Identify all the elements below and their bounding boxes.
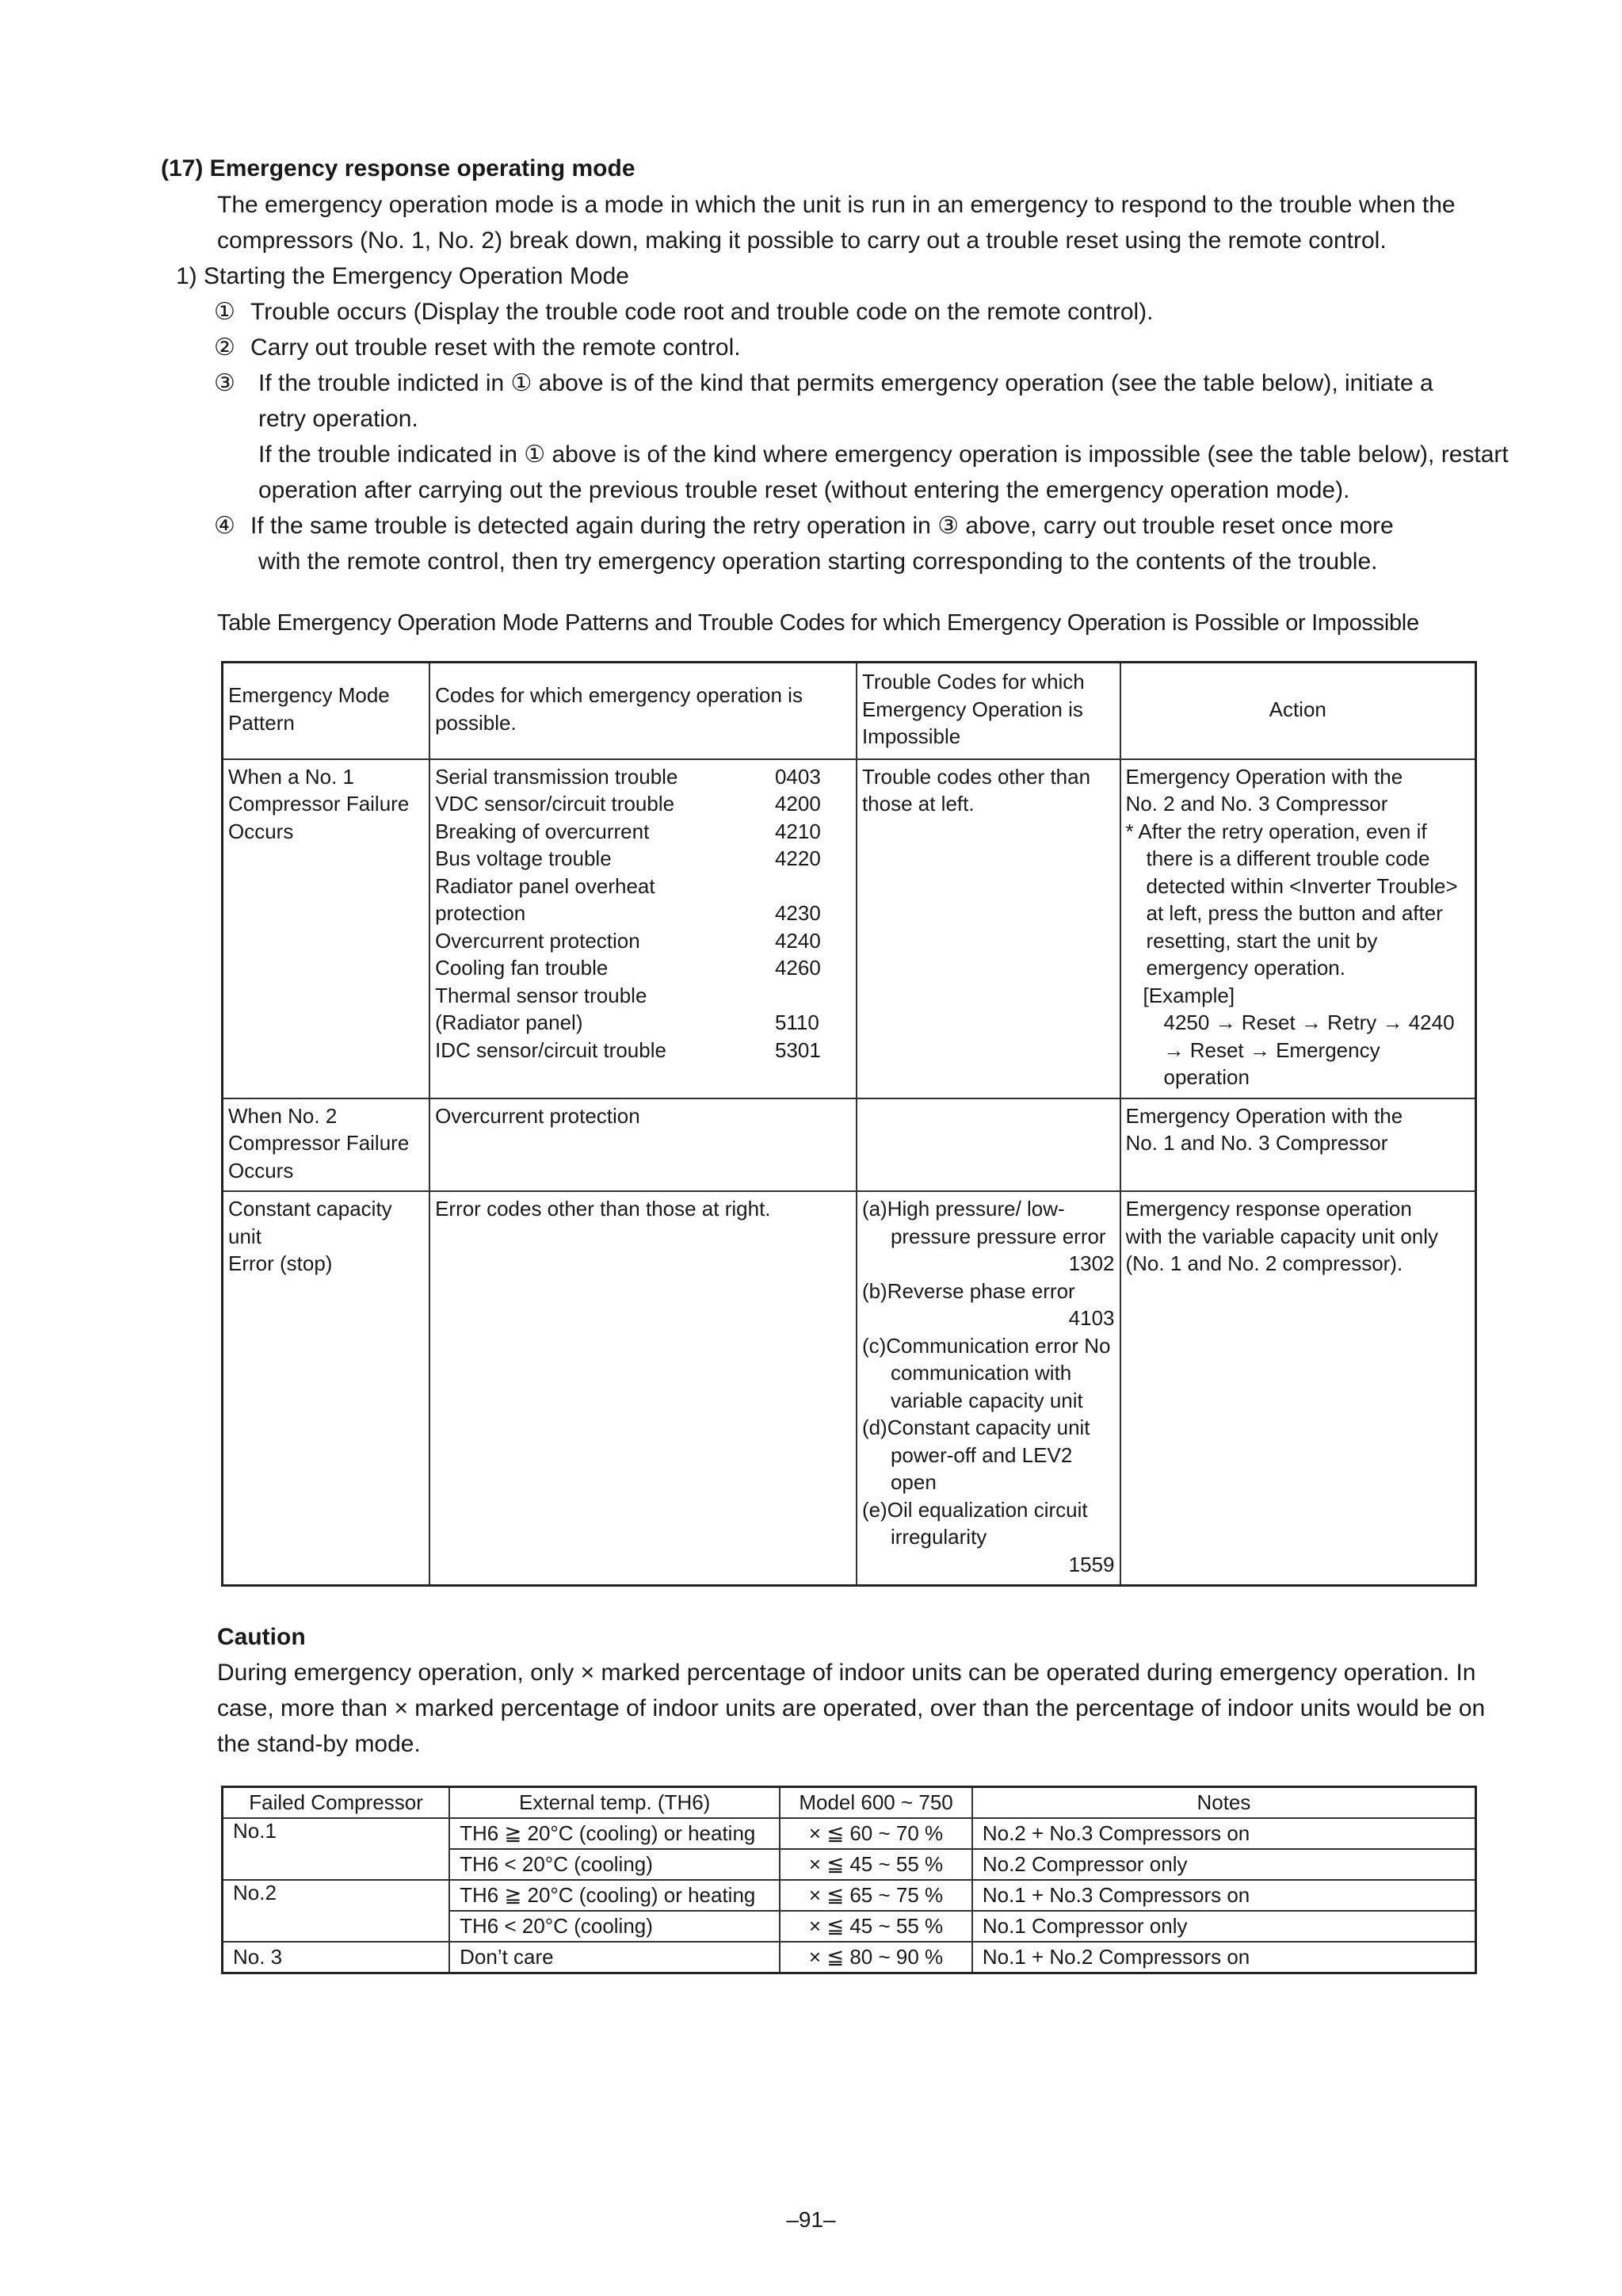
row1-pattern-line: When a No. 1 xyxy=(228,764,354,789)
code-value: 4210 xyxy=(774,819,821,843)
impossible-item: (a)High pressure/ low-pressure pressure error xyxy=(861,1197,1106,1248)
model-percentage: × ≦ 60 ~ 70 % xyxy=(780,1818,972,1849)
table-title: Table Emergency Operation Mode Patterns and Trouble Codes for which Emergency Operation is Possible or Impossible xyxy=(217,610,1419,636)
model-percentage: × ≦ 65 ~ 75 % xyxy=(780,1880,972,1911)
external-temp: TH6 < 20°C (cooling) xyxy=(449,1849,780,1880)
row2-action-line: No. 1 and No. 3 Compressor xyxy=(1125,1131,1388,1155)
table-row xyxy=(223,1818,1476,1849)
step-3-alternate: If the trouble indicated in ① above is of the kind where emergency operation is impossible (see the table below), restart operation after carrying out the previous trouble reset (without entering the emergency operation mode). xyxy=(258,441,1509,503)
header-action: Action xyxy=(1120,663,1476,759)
notes: No.2 + No.3 Compressors on xyxy=(972,1818,1476,1849)
row1-pattern-line: Compressor Failure xyxy=(228,792,410,816)
row1-pattern xyxy=(223,759,430,1098)
step-4 xyxy=(214,508,1513,579)
row2-action xyxy=(1120,1098,1476,1192)
intro-paragraph: The emergency operation mode is a mode in which the unit is run in an emergency to respond to the trouble when the compressors (No. 1, No. 2) break down, making it possible to carry out a trouble reset using the remote control. xyxy=(217,192,1456,254)
compressor-table-header xyxy=(223,1787,1476,1819)
step-1-number: ① xyxy=(214,299,235,325)
row3-pattern-line: Constant capacity xyxy=(228,1197,392,1221)
row1-pattern-line: Occurs xyxy=(228,819,294,843)
step-2-number: ② xyxy=(214,334,235,361)
code-name: Cooling fan trouble xyxy=(435,956,609,980)
notes: No.1 + No.2 Compressors on xyxy=(972,1942,1476,1973)
code-value: 4260 xyxy=(774,956,821,980)
code-name: VDC sensor/circuit trouble xyxy=(435,792,675,816)
code-value: 5301 xyxy=(774,1037,821,1062)
row3-impossible xyxy=(857,1191,1120,1586)
row1-codes xyxy=(429,759,857,1098)
code-name: (Radiator panel) xyxy=(435,1010,583,1034)
row1-action-note: * After the retry operation, even if there is a different trouble code detected within <Inverter Trouble> at left, press the button and after resetting, start the unit by emergency operation. xyxy=(1125,819,1458,980)
code-value: 5110 xyxy=(774,1010,819,1034)
external-temp: TH6 ≧ 20°C (cooling) or heating xyxy=(449,1880,780,1911)
step-2 xyxy=(214,330,1513,365)
code-name: Radiator panel overheat xyxy=(435,873,655,898)
emergency-mode-table xyxy=(221,661,1477,1587)
table-row xyxy=(223,1880,1476,1911)
header-notes: Notes xyxy=(972,1787,1476,1819)
model-percentage: × ≦ 45 ~ 55 % xyxy=(780,1849,972,1880)
row3-action-line: Emergency response operation xyxy=(1125,1197,1412,1221)
impossible-item: (b)Reverse phase error xyxy=(861,1278,1075,1303)
step-3-continuation: retry operation. xyxy=(258,406,418,432)
row1-impossible-line: those at left. xyxy=(861,792,975,816)
section-heading: (17) Emergency response operating mode xyxy=(161,155,635,181)
step-1 xyxy=(214,294,1513,330)
table-row xyxy=(223,759,1476,1098)
row2-impossible xyxy=(857,1098,1120,1192)
row3-pattern xyxy=(223,1191,430,1586)
page-number: –91– xyxy=(786,2207,836,2232)
row2-codes: Overcurrent protection xyxy=(429,1098,857,1192)
code-name: Overcurrent protection xyxy=(435,928,640,953)
external-temp: TH6 < 20°C (cooling) xyxy=(449,1911,780,1942)
code-value: 4220 xyxy=(774,846,821,870)
code-value xyxy=(775,982,824,1010)
row1-example: 4250 → Reset → Retry → 4240 → Reset → Emergency operation xyxy=(1163,1010,1455,1089)
step-4-continuation: with the remote control, then try emergency operation starting corresponding to the contents of the trouble. xyxy=(258,548,1378,575)
caution-title: Caution xyxy=(217,1624,306,1650)
impossible-item: (c)Communication error No communication with variable capacity unit xyxy=(861,1333,1111,1412)
step-title: 1) Starting the Emergency Operation Mode xyxy=(176,263,629,289)
header-model: Model 600 ~ 750 xyxy=(780,1787,972,1819)
step-3-number: ③ xyxy=(214,370,235,396)
code-name: Breaking of overcurrent xyxy=(435,819,650,843)
header-possible: Codes for which emergency operation is possible. xyxy=(429,663,857,759)
notes: No.1 Compressor only xyxy=(972,1911,1476,1942)
row2-action-line: Emergency Operation with the xyxy=(1125,1103,1403,1128)
table-row xyxy=(223,1098,1476,1192)
code-value xyxy=(775,873,824,900)
external-temp: Don’t care xyxy=(449,1942,780,1973)
row3-action xyxy=(1120,1191,1476,1586)
step-4-text: If the same trouble is detected again during the retry operation in ③ above, carry out trouble reset once more xyxy=(250,513,1394,539)
impossible-code: 4103 xyxy=(1068,1306,1115,1330)
row3-pattern-line: unit xyxy=(228,1224,261,1248)
step-2-text: Carry out trouble reset with the remote control. xyxy=(250,334,741,361)
model-percentage: × ≦ 80 ~ 90 % xyxy=(780,1942,972,1973)
code-value: 4200 xyxy=(774,792,821,816)
row2-pattern-line: Occurs xyxy=(228,1158,294,1182)
failed-compressor: No. 3 xyxy=(223,1942,450,1973)
header-impossible: Trouble Codes for which Emergency Operation is Impossible xyxy=(857,663,1120,759)
header-failed-compressor: Failed Compressor xyxy=(223,1787,450,1819)
failed-compressor: No.1 xyxy=(223,1818,450,1880)
row1-impossible-line: Trouble codes other than xyxy=(861,764,1091,789)
caution-text: During emergency operation, only × marked percentage of indoor units can be operated during emergency operation. In case, more than × marked percentage of indoor units are operated, over than the percentage of indoor units would be on the stand-by mode. xyxy=(217,1660,1486,1757)
impossible-code: 1559 xyxy=(1068,1552,1115,1576)
table-row xyxy=(223,1191,1476,1586)
header-pattern: Emergency Mode Pattern xyxy=(223,663,430,759)
code-name: IDC sensor/circuit trouble xyxy=(435,1037,666,1062)
code-value: 4240 xyxy=(774,928,821,953)
step-3 xyxy=(214,365,1513,437)
code-name: Serial transmission trouble xyxy=(435,764,678,789)
row1-impossible xyxy=(857,759,1120,1098)
failed-compressor: No.2 xyxy=(223,1880,450,1942)
table-row xyxy=(223,1942,1476,1973)
code-value: 0403 xyxy=(774,764,821,789)
row1-action-line: Emergency Operation with the xyxy=(1125,764,1403,789)
row3-action-line: (No. 1 and No. 2 compressor). xyxy=(1125,1251,1403,1275)
row1-example-label: [Example] xyxy=(1143,983,1235,1007)
compressor-table xyxy=(221,1786,1477,1974)
impossible-item: (e)Oil equalization circuit irregularity xyxy=(861,1497,1088,1549)
notes: No.2 Compressor only xyxy=(972,1849,1476,1880)
code-name: Bus voltage trouble xyxy=(435,846,612,870)
row1-action-line: No. 2 and No. 3 Compressor xyxy=(1125,792,1388,816)
step-3-text: If the trouble indicted in ① above is of the kind that permits emergency operation (see the table below), initiate a xyxy=(258,370,1433,396)
external-temp: TH6 ≧ 20°C (cooling) or heating xyxy=(449,1818,780,1849)
row1-action xyxy=(1120,759,1476,1098)
row3-codes: Error codes other than those at right. xyxy=(429,1191,857,1586)
row2-pattern-line: Compressor Failure xyxy=(228,1131,410,1155)
notes: No.1 + No.3 Compressors on xyxy=(972,1880,1476,1911)
code-value: 4230 xyxy=(774,901,821,925)
step-4-number: ④ xyxy=(214,513,235,539)
code-name: Thermal sensor trouble xyxy=(435,983,647,1007)
row3-pattern-line: Error (stop) xyxy=(228,1251,333,1275)
header-external-temp: External temp. (TH6) xyxy=(449,1787,780,1819)
table-header-row xyxy=(223,663,1476,759)
step-1-text: Trouble occurs (Display the trouble code root and trouble code on the remote control). xyxy=(250,299,1154,325)
row2-pattern-line: When No. 2 xyxy=(228,1103,338,1128)
impossible-item: (d)Constant capacity unit power-off and LEV2 open xyxy=(861,1415,1090,1494)
model-percentage: × ≦ 45 ~ 55 % xyxy=(780,1911,972,1942)
row2-pattern xyxy=(223,1098,430,1192)
row3-action-line: with the variable capacity unit only xyxy=(1125,1224,1439,1248)
code-name: protection xyxy=(435,901,526,925)
impossible-code: 1302 xyxy=(1068,1251,1115,1275)
